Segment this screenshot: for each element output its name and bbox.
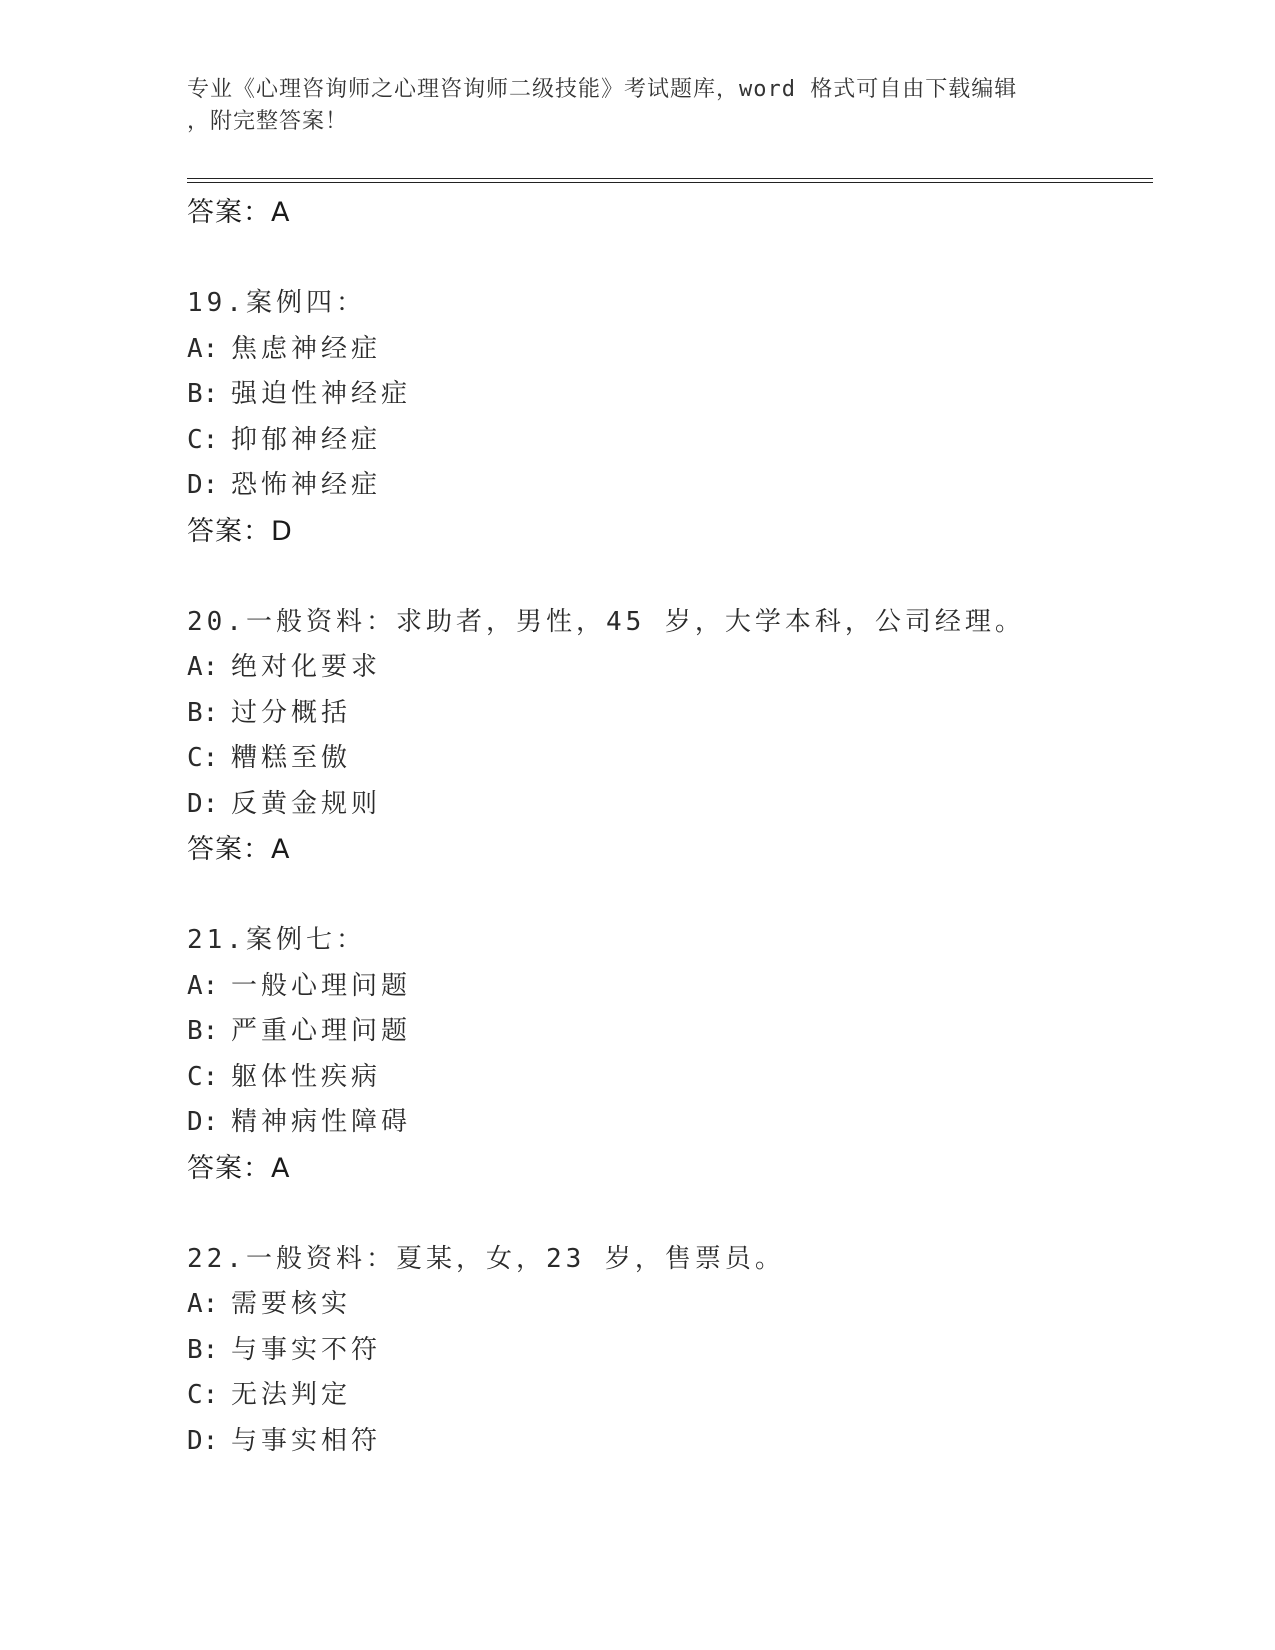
option-text: 需要核实	[231, 1289, 352, 1319]
answer-line: 答案：D	[187, 515, 293, 547]
header-line-1: 专业《心理咨询师之心理咨询师二级技能》考试题库，word 格式可自由下载编辑	[187, 77, 1018, 102]
question-19	[187, 281, 1147, 554]
option-key: A:	[187, 652, 219, 682]
option-c	[187, 1055, 1147, 1101]
option-c	[187, 736, 1147, 782]
option-text: 过分概括	[231, 697, 352, 728]
option-key: D:	[187, 788, 219, 819]
option-a	[187, 1282, 1147, 1328]
option-text: 精神病性障碍	[231, 1107, 412, 1137]
option-key: D:	[187, 1107, 219, 1137]
option-d	[187, 463, 1147, 509]
option-key: C:	[187, 424, 219, 455]
option-key: D:	[187, 1425, 219, 1456]
option-text: 一般心理问题	[231, 970, 412, 1001]
option-d	[187, 1419, 1147, 1465]
option-key: A:	[187, 333, 219, 364]
option-key: B:	[187, 379, 219, 409]
question-21	[187, 918, 1147, 1191]
option-a	[187, 964, 1147, 1010]
option-b	[187, 1328, 1147, 1374]
option-text: 躯体性疾病	[231, 1061, 382, 1092]
option-a	[187, 645, 1147, 691]
question-title: 19.案例四：	[187, 288, 366, 318]
option-text: 与事实不符	[231, 1334, 382, 1365]
option-key: C:	[187, 1380, 219, 1410]
option-text: 与事实相符	[231, 1425, 382, 1456]
option-text: 抑郁神经症	[231, 424, 382, 455]
question-title: 20.一般资料：求助者，男性，45 岁，大学本科，公司经理。	[187, 606, 1025, 637]
document-header	[187, 74, 1067, 138]
option-d	[187, 1100, 1147, 1146]
option-key: B:	[187, 1334, 219, 1365]
option-key: D:	[187, 470, 219, 500]
answer-line: 答案：A	[187, 197, 291, 228]
option-key: A:	[187, 970, 219, 1001]
option-d	[187, 782, 1147, 828]
question-22	[187, 1237, 1147, 1465]
option-key: B:	[187, 1016, 219, 1046]
option-text: 强迫性神经症	[231, 379, 412, 409]
option-c	[187, 418, 1147, 464]
option-key: C:	[187, 1061, 219, 1092]
option-key: A:	[187, 1289, 219, 1319]
option-text: 反黄金规则	[231, 788, 382, 819]
option-text: 恐怖神经症	[231, 470, 382, 500]
option-key: C:	[187, 743, 219, 773]
question-title: 21.案例七：	[187, 925, 366, 955]
option-text: 严重心理问题	[231, 1016, 412, 1046]
option-b	[187, 1009, 1147, 1055]
question-title: 22.一般资料：夏某，女，23 岁，售票员。	[187, 1243, 785, 1274]
document-body	[187, 190, 1147, 1464]
option-c	[187, 1373, 1147, 1419]
header-line-2: ，附完整答案！	[187, 109, 349, 134]
option-text: 糟糕至傲	[231, 743, 352, 773]
option-text: 无法判定	[231, 1380, 352, 1410]
question-20	[187, 600, 1147, 873]
answer-line: 答案：A	[187, 834, 291, 865]
header-divider-top	[187, 178, 1153, 179]
option-b	[187, 372, 1147, 418]
header-divider-bottom	[187, 182, 1153, 183]
option-key: B:	[187, 697, 219, 728]
option-text: 焦虑神经症	[231, 333, 382, 364]
option-a	[187, 327, 1147, 373]
option-b	[187, 691, 1147, 737]
option-text: 绝对化要求	[231, 652, 382, 682]
answer-line: 答案：A	[187, 1152, 291, 1184]
